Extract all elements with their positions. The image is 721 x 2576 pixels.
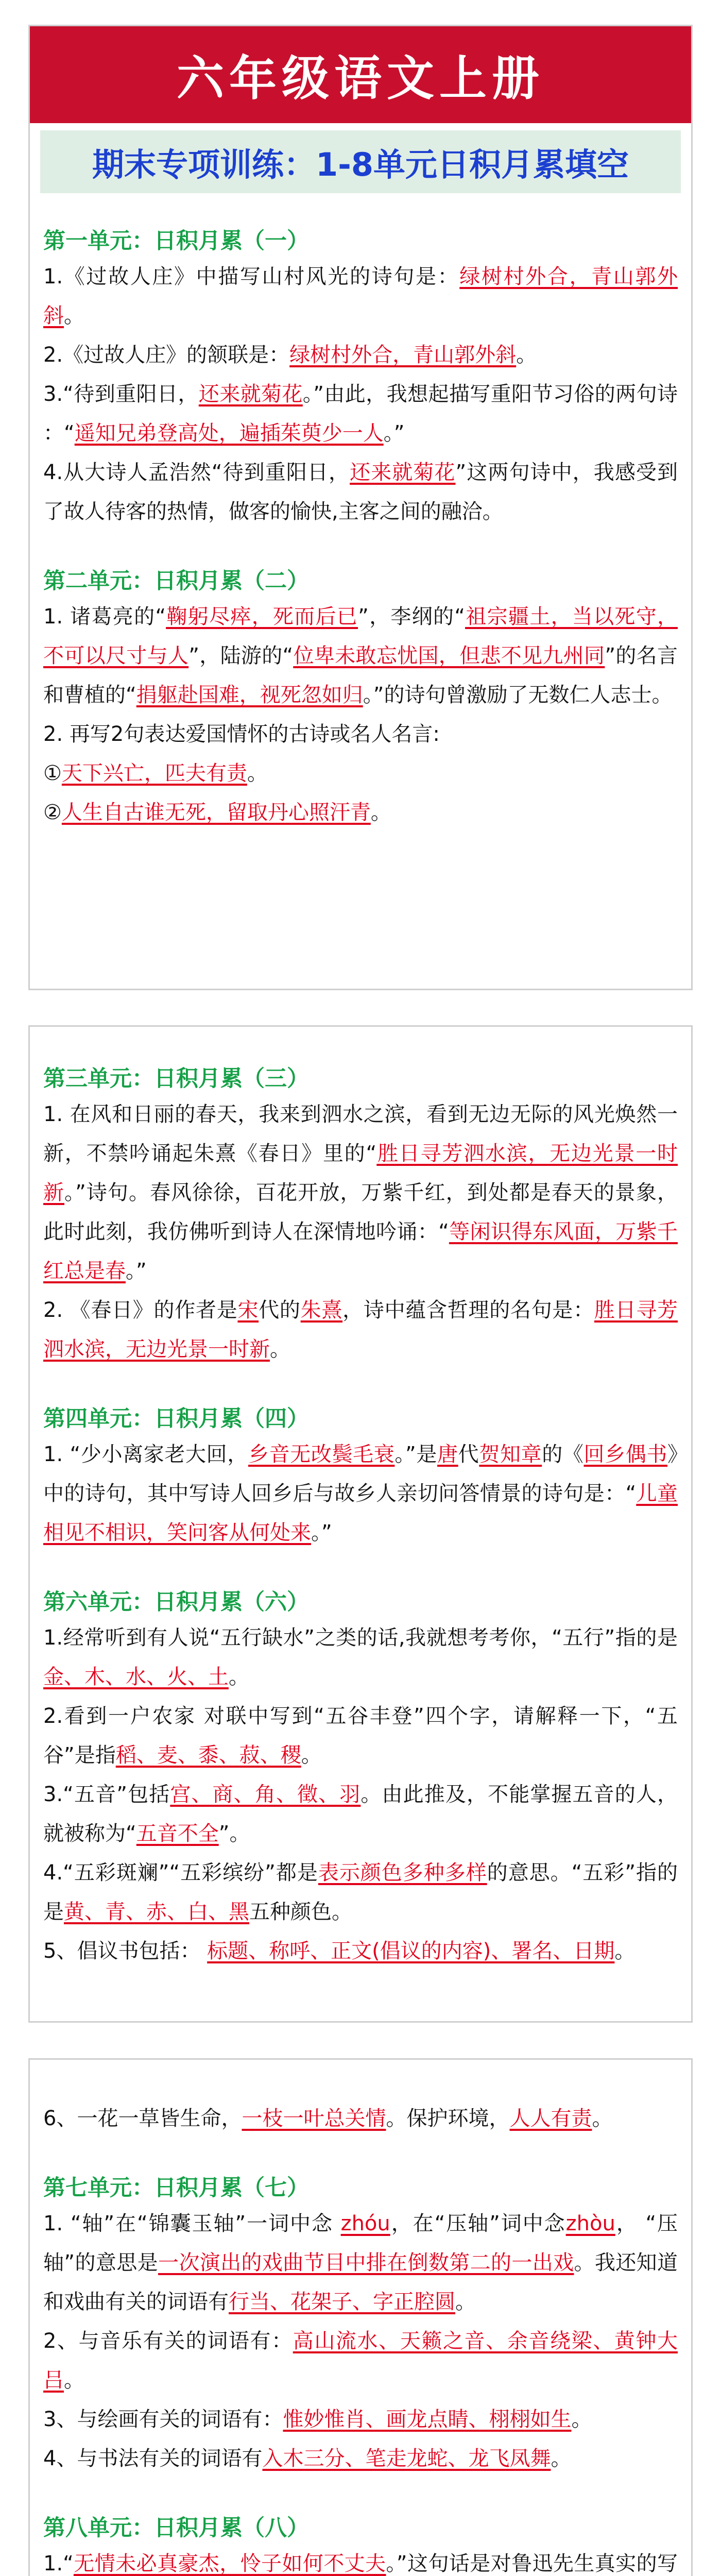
question-text: 。 [247, 761, 268, 785]
question-text: 。”这句话是对鲁迅先生真实的写 [386, 2552, 678, 2575]
question-text: 2. 再写2句表达爱国情怀的古诗或名人名言: [43, 722, 440, 746]
answer-text: 宋 [237, 1298, 259, 1322]
question-text: 2.看到一户农家 对联中写到“五谷丰登”四个字，请解释一下，“五谷”是指 [43, 1704, 678, 1767]
answer-text: 胜日寻芳泗水滨，无边光景一时新 [43, 1298, 678, 1361]
answer-text: 捐躯赴国难，视死忽如归 [136, 683, 363, 707]
question-text: 。我还知道和戏曲有关的词语有 [43, 2251, 678, 2314]
answer-text: 一枝一叶总关情 [242, 2107, 386, 2130]
answer-text: 遥知兄弟登高处，遍插茱萸少一人 [74, 421, 384, 445]
question-text: 。”的诗句曾激励了无数仁人志士。 [363, 683, 673, 707]
unit-1-block [43, 225, 678, 531]
question-text: 3.“五音”包括 [43, 1783, 170, 1806]
unit-2-block [43, 565, 678, 832]
question-text: 的《 [542, 1443, 584, 1466]
page-title: 六年级语文上册 [30, 26, 691, 123]
unit-3-block [43, 1063, 678, 1369]
answer-text: 天下兴亡，匹夫有责 [61, 761, 247, 785]
question-text: 。”诗句。春风徐徐，百花开放，万紫千红，到处都是春天的景象，此时此刻，我仿佛听到诗人在深情地吟诵：“ [43, 1181, 678, 1244]
question-text: 。” [311, 1521, 332, 1545]
answer-text: zhóu [340, 2212, 390, 2235]
question-text: 3.“待到重阳日， [43, 382, 199, 406]
answer-text: 高山流水、天籁之音、余音绕梁、黄钟大吕 [43, 2329, 678, 2392]
answer-text: 等闲识得东风面，万紫千红总是春 [43, 1220, 678, 1283]
question-text: 》中的诗句，其中写诗人回乡后与故乡人亲切问答情景的诗句是：“ [43, 1443, 678, 1505]
question-item [43, 2321, 678, 2400]
unit-heading: 第三单元：日积月累（三） [43, 1066, 309, 1092]
answer-text: 惟妙惟肖、画龙点睛、栩栩如生 [283, 2408, 572, 2431]
question-text: 。 [229, 1665, 249, 1689]
answer-text: 黄、青、赤、白、黑 [64, 1900, 249, 1924]
worksheet-card-2 [28, 1025, 693, 2023]
question-text: ① [43, 761, 62, 785]
question-item [43, 1931, 678, 1971]
answer-text: 还来就菊花 [198, 382, 303, 406]
question-text: 2、与音乐有关的词语有： [43, 2329, 293, 2353]
question-text: 。”由此，我想起描写重阳节习俗的两句诗 ：“ [43, 382, 678, 445]
question-text: 。 [370, 801, 391, 824]
answer-text: 位卑未敢忘忧国，但悲不见九州同 [293, 644, 605, 668]
question-item [43, 1775, 678, 1853]
question-item [43, 715, 678, 754]
question-item [43, 793, 678, 832]
question-text: 4.“五彩斑斓”“五彩缤纷”都是 [43, 1861, 318, 1885]
unit-6-continued-block [43, 2099, 678, 2138]
question-text: 。 [64, 2368, 84, 2392]
question-text: 2.《过故人庄》的颔联是： [43, 343, 290, 367]
question-text: 1. “轴”在“锦囊玉轴”一词中念 [43, 2212, 341, 2235]
answer-text: 绿树村外合，青山郭外斜 [43, 265, 678, 328]
question-text: 3、与绘画有关的词语有： [43, 2408, 283, 2431]
question-text: ② [43, 801, 62, 824]
card-1-content [30, 193, 691, 832]
question-text: 4、与书法有关的词语有 [43, 2447, 263, 2470]
question-text: 1. 诸葛亮的“ [43, 605, 166, 629]
question-text: ， “压轴”的意思是 [43, 2212, 678, 2275]
answer-text: 稻、麦、黍、菽、稷 [115, 1743, 301, 1767]
worksheet-card-1 [28, 25, 693, 990]
question-item [43, 1618, 678, 1697]
answer-text: 表示颜色多种多样 [318, 1861, 487, 1885]
question-text: ，诗中蕴含哲理的名句是： [342, 1298, 594, 1322]
unit-heading: 第七单元：日积月累（七） [43, 2175, 309, 2201]
question-item [43, 1435, 678, 1552]
answer-text: 胜日寻芳泗水滨，无边光景一时新 [43, 1142, 678, 1205]
question-item [43, 2439, 678, 2478]
unit-heading: 第一单元：日积月累（一） [43, 228, 309, 254]
question-text: 2. 《春日》的作者是 [43, 1298, 238, 1322]
answer-text: 绿树村外合，青山郭外斜 [289, 343, 517, 367]
question-text: 1.《过故人庄》中描写山村风光的诗句是： [43, 265, 460, 289]
answer-text: 贺知章 [479, 1443, 542, 1466]
question-text: 1.“ [43, 2552, 74, 2575]
question-text: 。 [516, 343, 537, 367]
unit-8-block [43, 2512, 678, 2576]
question-text: 。 [455, 2290, 476, 2314]
question-item [43, 1697, 678, 1775]
worksheet-card-3 [28, 2058, 693, 2576]
answer-text: 金、木、水、火、土 [43, 1665, 229, 1689]
question-text: 1. “少小离家老大回， [43, 1443, 248, 1466]
answer-text: 一次演出的戏曲节目中排在倒数第二的一出戏 [158, 2251, 574, 2275]
question-text: 。”是 [394, 1443, 438, 1466]
question-item [43, 2204, 678, 2321]
question-item [43, 375, 678, 453]
unit-heading: 第四单元：日积月累（四） [43, 1406, 309, 1432]
answer-text: zhòu [565, 2212, 615, 2235]
question-text: ”的名言和曹植的“ [43, 644, 678, 707]
answer-text: 人人有责 [509, 2107, 592, 2130]
answer-text: 回乡偶书 [583, 1443, 668, 1466]
question-text: 。 [64, 304, 84, 328]
answer-text: 鞠躬尽瘁，死而后已 [166, 605, 358, 629]
answer-text: 行当、花架子、字正腔圆 [229, 2290, 455, 2314]
answer-text: 宫、商、角、徵、羽 [170, 1783, 361, 1806]
answer-text: 标题、称呼、正文(倡议的内容)、署名、日期 [207, 1939, 615, 1963]
unit-6-block [43, 1586, 678, 1971]
question-item [43, 335, 678, 375]
page-subtitle: 期末专项训练：1-8单元日积月累填空 [40, 130, 681, 193]
question-text: 的意思。“五彩”指的是 [43, 1861, 678, 1924]
question-item [43, 1853, 678, 1931]
unit-heading: 第二单元：日积月累（二） [43, 568, 309, 594]
question-text: 。由此推及，不能掌握五音的人，就被称为“ [43, 1783, 678, 1845]
question-item [43, 2099, 678, 2138]
answer-text: 入木三分、笔走龙蛇、龙飞凤舞 [262, 2447, 551, 2470]
question-item [43, 2544, 678, 2576]
answer-text: 唐 [437, 1443, 458, 1466]
question-item [43, 2400, 678, 2439]
question-text: 。 [614, 1939, 636, 1963]
question-text: 。 [571, 2408, 592, 2431]
unit-heading: 第六单元：日积月累（六） [43, 1589, 309, 1615]
question-text: 1.经常听到有人说“五行缺水”之类的话,我就想考考你，“五行”指的是 [43, 1626, 678, 1650]
question-item [43, 754, 678, 793]
question-item [43, 1095, 678, 1291]
question-item [43, 597, 678, 715]
question-text: 。” [383, 421, 405, 445]
question-text: ”，陆游的“ [188, 644, 294, 668]
answer-text: 还来就菊花 [350, 461, 456, 484]
question-text: 五种颜色。 [249, 1900, 352, 1924]
question-text: 4.从大诗人孟浩然“待到重阳日， [43, 461, 350, 484]
unit-4-block [43, 1403, 678, 1552]
question-text: 。 [551, 2447, 572, 2470]
question-text: ”这两句诗中，我感受到了故人待客的热情，做客的愉快,主客之间的融洽。 [43, 461, 678, 523]
question-text: 。 [270, 1337, 290, 1361]
question-text: ，在“压轴”词中念 [390, 2212, 566, 2235]
question-item [43, 453, 678, 531]
question-text: 。” [126, 1259, 147, 1283]
question-item [43, 257, 678, 335]
question-text: ”。 [218, 1822, 250, 1845]
unit-heading: 第八单元：日积月累（八） [43, 2515, 309, 2541]
answer-text: 朱熹 [300, 1298, 343, 1322]
unit-7-block [43, 2172, 678, 2478]
answer-text: 祖宗疆土，当以死守，不可以尺寸与人 [43, 605, 678, 668]
answer-text: 人生自古谁无死，留取丹心照汗青 [61, 801, 371, 824]
question-text: 5、倡议书包括： [43, 1939, 208, 1963]
question-text: 1. 在风和日丽的春天，我来到泗水之滨，看到无边无际的风光焕然一新，不禁吟诵起朱熹《春日》里的“ [43, 1103, 678, 1165]
question-item [43, 1291, 678, 1369]
answer-text: 乡音无改鬓毛衰 [248, 1443, 395, 1466]
question-text: 6、一花一草皆生命， [43, 2107, 242, 2130]
question-text: 。 [301, 1743, 322, 1767]
question-text: 代的 [259, 1298, 301, 1322]
answer-text: 儿童相见不相识，笑问客从何处来 [43, 1482, 678, 1545]
question-text: ”，李纲的“ [358, 605, 466, 629]
answer-text: 五音不全 [136, 1822, 219, 1845]
answer-text: 无情未必真豪杰，怜子如何不丈夫 [73, 2552, 386, 2575]
question-text: 。保护环境， [386, 2107, 510, 2130]
question-text: 。 [592, 2107, 613, 2130]
question-text: 代 [458, 1443, 479, 1466]
